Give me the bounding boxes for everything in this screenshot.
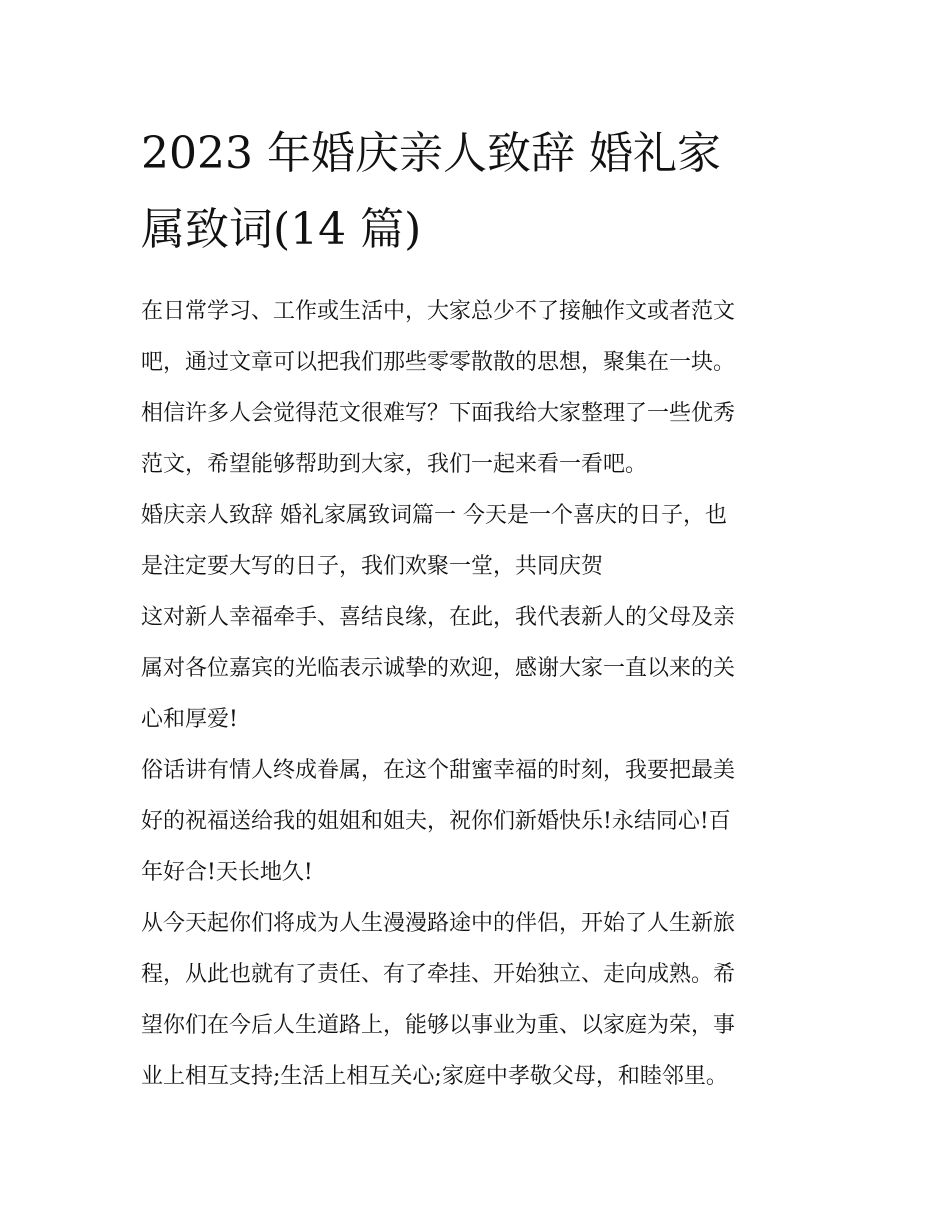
body-line: 相信许多人会觉得范文很难写？下面我给大家整理了一些优秀 <box>141 401 736 426</box>
body-line: 年好合!天长地久! <box>141 860 313 885</box>
body-line: 心和厚爱! <box>141 707 238 732</box>
body-line: 好的祝福送给我的姐姐和姐夫，祝你们新婚快乐!永结同心!百 <box>141 809 731 834</box>
body-line: 这对新人幸福牵手、喜结良缘，在此，我代表新人的父母及亲 <box>141 605 736 630</box>
title-line-2: 属致词(14 篇) <box>141 204 422 255</box>
document-body <box>141 286 817 1102</box>
body-line: 俗话讲有情人终成眷属，在这个甜蜜幸福的时刻，我要把最美 <box>141 758 736 783</box>
body-line: 是注定要大写的日子，我们欢聚一堂，共同庆贺 <box>141 554 604 579</box>
body-line: 从今天起你们将成为人生漫漫路途中的伴侣，开始了人生新旅 <box>141 911 736 936</box>
body-line: 程，从此也就有了责任、有了牵挂、开始独立、走向成熟。希 <box>141 962 736 987</box>
body-line: 在日常学习、工作或生活中，大家总少不了接触作文或者范文 <box>141 299 736 324</box>
body-line: 属对各位嘉宾的光临表示诚挚的欢迎，感谢大家一直以来的关 <box>141 656 736 681</box>
body-line: 范文，希望能够帮助到大家，我们一起来看一看吧。 <box>141 452 648 477</box>
body-line: 婚庆亲人致辞 婚礼家属致词篇一 今天是一个喜庆的日子，也 <box>141 503 727 528</box>
body-line: 望你们在今后人生道路上，能够以事业为重、以家庭为荣，事 <box>141 1013 736 1038</box>
title-line-1: 2023 年婚庆亲人致辞 婚礼家 <box>141 128 721 179</box>
document-title <box>141 116 817 268</box>
body-line: 业上相互支持;生活上相互关心;家庭中孝敬父母，和睦邻里。 <box>141 1064 728 1089</box>
document-content <box>141 116 817 1102</box>
body-line: 吧，通过文章可以把我们那些零零散散的思想，聚集在一块。 <box>141 350 736 375</box>
